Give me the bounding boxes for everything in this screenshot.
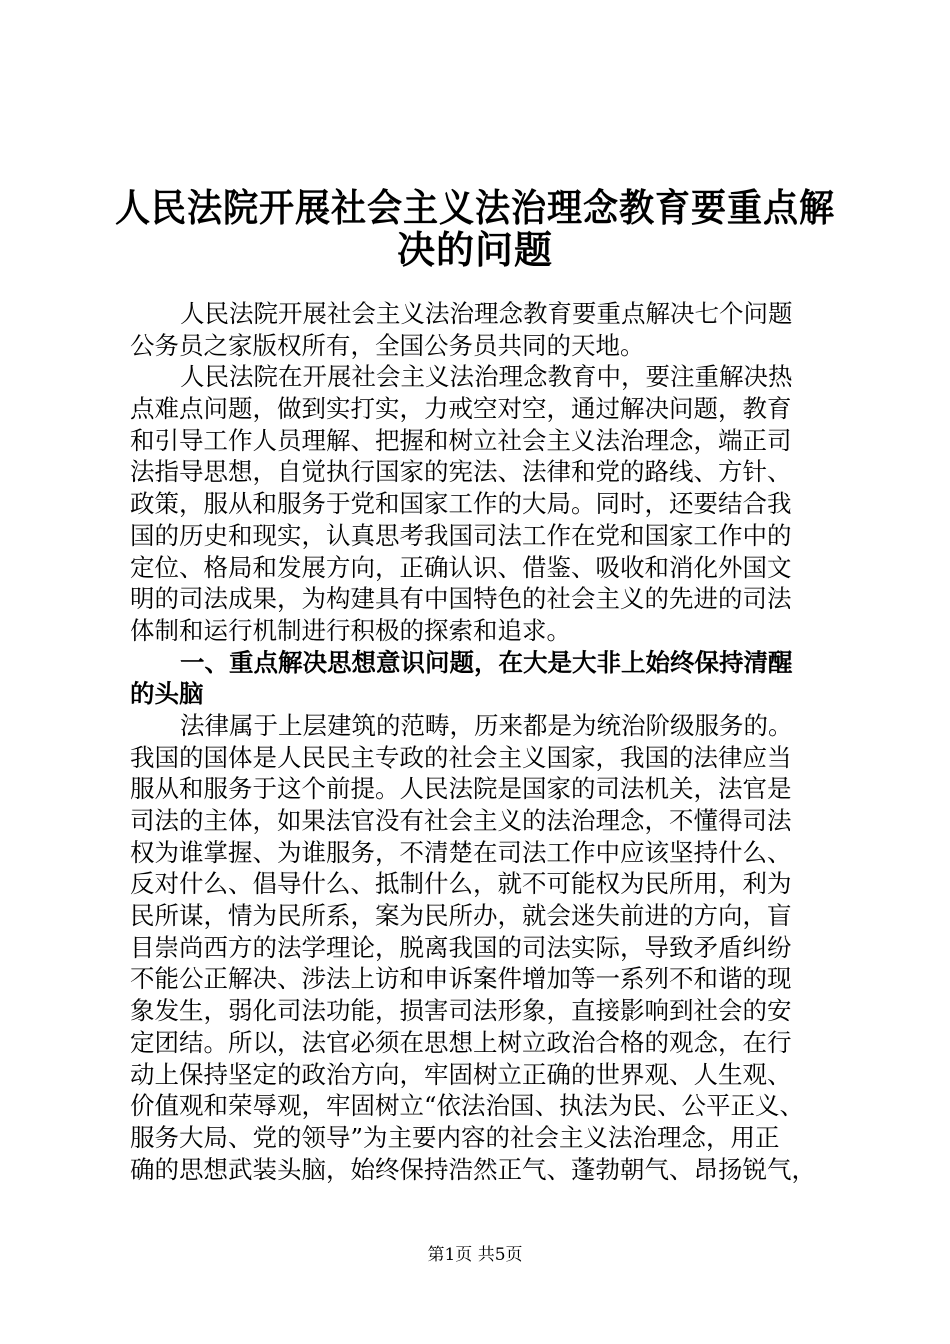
section-heading-line: 的头脑 [130,679,204,709]
paragraph-line: 明的司法成果，为构建具有中国特色的社会主义的先进的司法 [130,584,792,614]
paragraph-line: 和引导工作人员理解、把握和树立社会主义法治理念，端正司 [130,425,792,455]
document-title-line-2: 决的问题 [396,228,553,272]
paragraph-line: 法律属于上层建筑的范畴，历来都是为统治阶级服务的。 [180,710,793,740]
paragraph-line: 点难点问题，做到实打实，力戒空对空，通过解决问题，教育 [130,394,792,424]
document-body [130,298,830,1185]
paragraph-line: 民所谋，情为民所系，案为民所办，就会迷失前进的方向，盲 [130,901,792,931]
paragraph-line: 法指导思想，自觉执行国家的宪法、法律和党的路线、方针、 [130,457,792,487]
paragraph-line: 人民法院开展社会主义法治理念教育要重点解决七个问题 [180,299,793,328]
paragraph-line: 我国的国体是人民民主专政的社会主义国家，我国的法律应当 [130,742,792,772]
paragraph-line: 司法的主体，如果法官没有社会主义的法治理念，不懂得司法 [130,806,792,835]
paragraph-line: 反对什么、倡导什么、抵制什么，就不可能权为民所用，利为 [130,869,792,899]
paragraph-line: 动上保持坚定的政治方向，牢固树立正确的世界观、人生观、 [130,1059,792,1089]
paragraph-line: 不能公正解决、涉法上访和申诉案件增加等一系列不和谐的现 [130,964,792,994]
paragraph-line: 象发生，弱化司法功能，损害司法形象，直接影响到社会的安 [130,996,792,1026]
paragraph-line: 服务大局、党的领导”为主要内容的社会主义法治理念，用正 [130,1122,780,1152]
page-footer: 第1页 共5页 [427,1245,523,1265]
paragraph-line: 目崇尚西方的法学理论，脱离我国的司法实际，导致矛盾纠纷 [130,932,792,962]
paragraph-line: 确的思想武装头脑，始终保持浩然正气、蓬勃朝气、昂扬锐气， [130,1154,816,1184]
paragraph-line: 公务员之家版权所有，全国公务员共同的天地。 [130,330,645,360]
paragraph-line: 政策，服从和服务于党和国家工作的大局。同时，还要结合我 [130,489,792,519]
paragraph-line: 体制和运行机制进行积极的探索和追求。 [130,615,571,645]
document-title-line-1: 人民法院开展社会主义法治理念教育要重点解 [114,186,836,230]
paragraph-line: 定位、格局和发展方向，正确认识、借鉴、吸收和消化外国文 [130,552,792,582]
paragraph-line: 权为谁掌握、为谁服务，不清楚在司法工作中应该坚持什么、 [130,837,792,867]
section-heading-line: 一、重点解决思想意识问题，在大是大非上始终保持清醒 [180,647,793,677]
paragraph-line: 人民法院在开展社会主义法治理念教育中，要注重解决热 [180,362,793,392]
paragraph-line: 定团结。所以，法官必须在思想上树立政治合格的观念，在行 [130,1027,792,1057]
paragraph-line: 服从和服务于这个前提。人民法院是国家的司法机关，法官是 [130,774,792,804]
paragraph-line: 价值观和荣辱观，牢固树立“依法治国、执法为民、公平正义、 [130,1091,805,1121]
paragraph-line: 国的历史和现实，认真思考我国司法工作在党和国家工作中的 [130,520,792,550]
